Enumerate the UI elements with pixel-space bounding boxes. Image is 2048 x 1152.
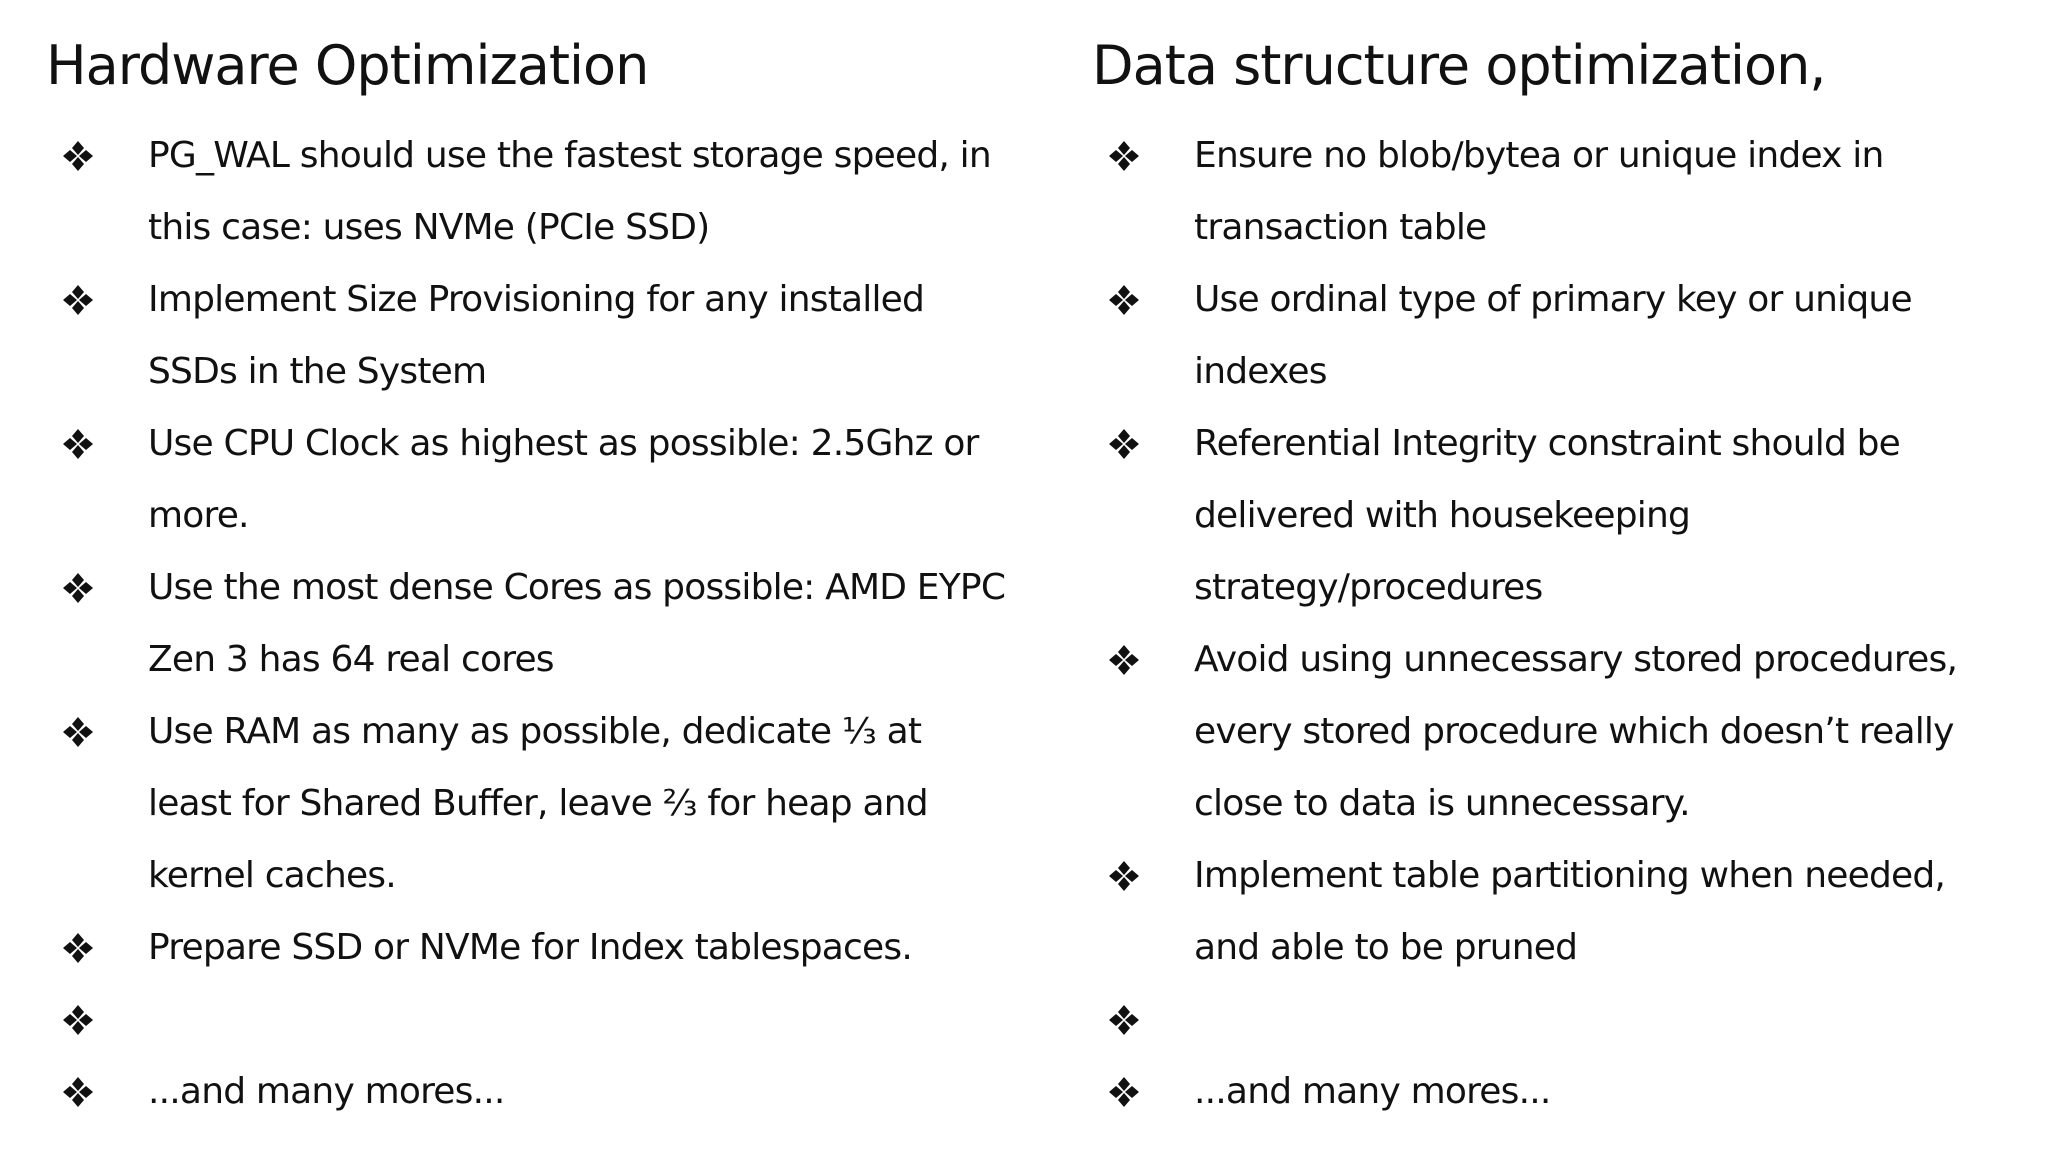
hardware-optimization-list — [46, 120, 1006, 1128]
four-diamond-bullet-icon — [1106, 984, 1142, 1056]
hardware-optimization-title: Hardware Optimization — [46, 34, 649, 97]
four-diamond-bullet-icon — [1106, 120, 1142, 192]
list-item — [1092, 408, 2012, 624]
list-item — [46, 696, 1006, 912]
list-item-text: PG_WAL should use the fastest storage speed, in this case: uses NVMe (PCIe SSD) — [148, 135, 991, 248]
four-diamond-bullet-icon — [1106, 624, 1142, 696]
list-item-text: Use ordinal type of primary key or unique indexes — [1194, 279, 1912, 392]
four-diamond-bullet-icon — [1106, 264, 1142, 336]
list-item — [46, 552, 1006, 696]
list-item-text: Use RAM as many as possible, dedicate ⅓ at least for Shared Buffer, leave ⅔ for heap and kernel caches. — [148, 711, 928, 896]
list-item-text: Use CPU Clock as highest as possible: 2.5Ghz or more. — [148, 423, 979, 536]
list-item-text: Implement table partitioning when needed, and able to be pruned — [1194, 855, 1946, 968]
list-item — [1092, 624, 2012, 840]
four-diamond-bullet-icon — [60, 408, 96, 480]
list-item — [1092, 1056, 2012, 1128]
list-item — [1092, 984, 2012, 1056]
list-item-text: Implement Size Provisioning for any installed SSDs in the System — [148, 279, 925, 392]
four-diamond-bullet-icon — [60, 552, 96, 624]
list-item-text: Ensure no blob/bytea or unique index in transaction table — [1194, 135, 1884, 248]
list-item — [1092, 264, 2012, 408]
list-item — [1092, 840, 2012, 984]
list-item — [1092, 120, 2012, 264]
hardware-optimization-column — [46, 30, 1006, 1128]
four-diamond-bullet-icon — [1106, 840, 1142, 912]
four-diamond-bullet-icon — [60, 120, 96, 192]
four-diamond-bullet-icon — [60, 696, 96, 768]
list-item — [46, 984, 1006, 1056]
data-structure-optimization-list — [1092, 120, 2012, 1128]
data-structure-optimization-column — [1092, 30, 2012, 1128]
list-item — [46, 408, 1006, 552]
list-item-text: Referential Integrity constraint should be delivered with housekeeping strategy/procedures — [1194, 423, 1901, 608]
list-item-text: Use the most dense Cores as possible: AMD EYPC Zen 3 has 64 real cores — [148, 567, 1006, 680]
data-structure-optimization-title: Data structure optimization, — [1092, 34, 1826, 97]
four-diamond-bullet-icon — [1106, 408, 1142, 480]
list-item — [46, 264, 1006, 408]
four-diamond-bullet-icon — [60, 1056, 96, 1128]
list-item — [46, 912, 1006, 984]
list-item-text: Prepare SSD or NVMe for Index tablespaces. — [148, 927, 912, 968]
list-item-text: ...and many mores... — [1194, 1071, 1551, 1112]
four-diamond-bullet-icon — [60, 984, 96, 1056]
list-item — [46, 1056, 1006, 1128]
four-diamond-bullet-icon — [60, 264, 96, 336]
four-diamond-bullet-icon — [1106, 1056, 1142, 1128]
four-diamond-bullet-icon — [60, 912, 96, 984]
list-item-text: ...and many mores... — [148, 1071, 505, 1112]
list-item-text: Avoid using unnecessary stored procedures, every stored procedure which doesn’t really close to data is unnecessary. — [1194, 639, 1958, 824]
list-item — [46, 120, 1006, 264]
